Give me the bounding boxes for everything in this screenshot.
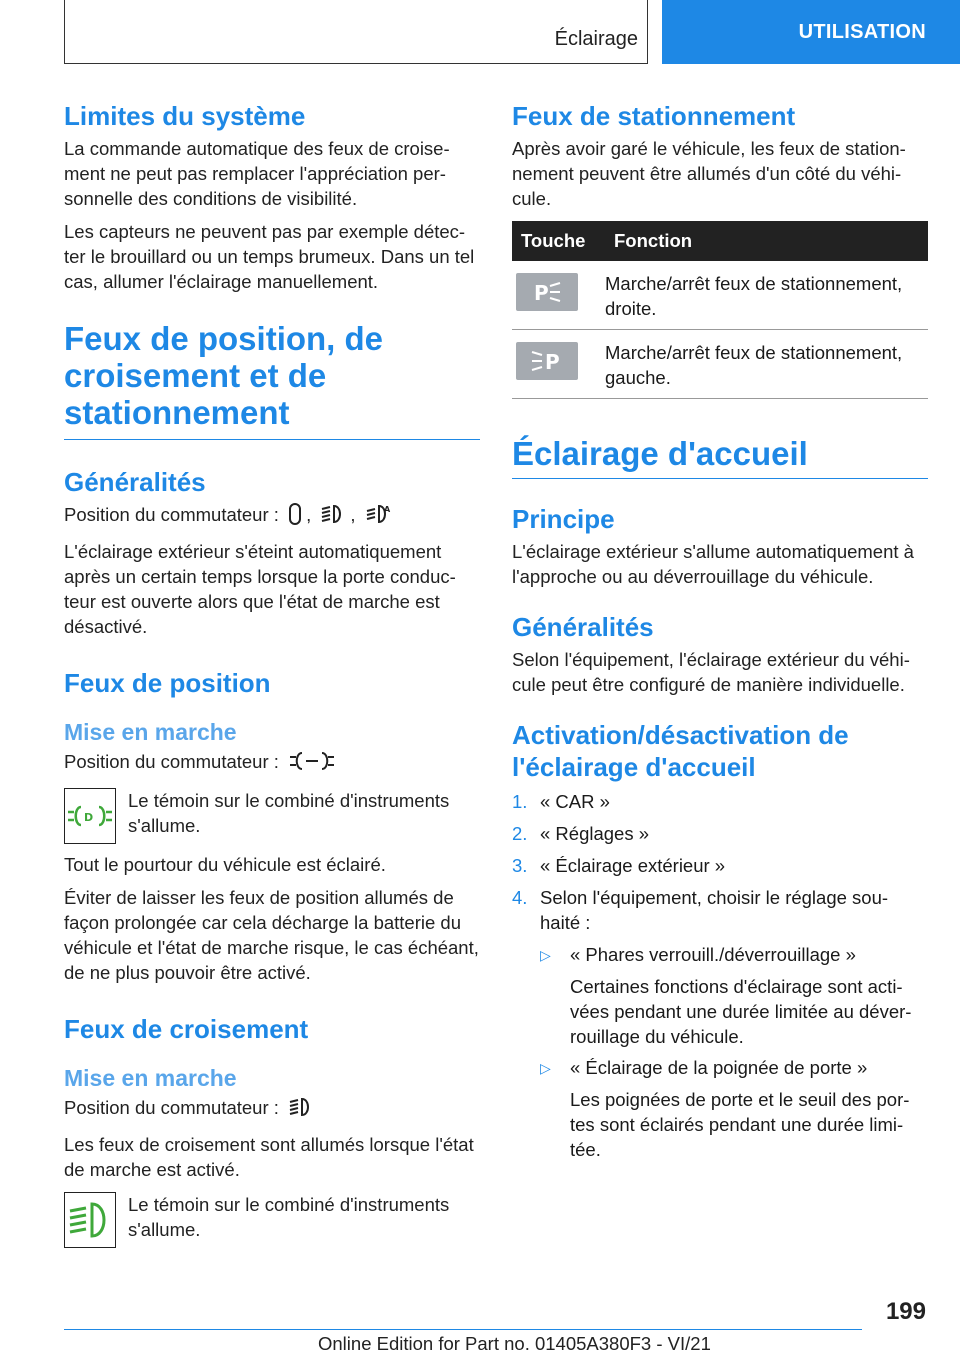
principle-heading: Principe: [512, 504, 615, 534]
page-number: 199: [885, 1298, 926, 1325]
general-switch-line: Position du commutateur : , , A: [64, 502, 480, 531]
svg-text:D: D: [84, 811, 94, 824]
sub-option-2-text: Les poignées de porte et le seuil des por-tes sont éclairés pendant une durée limi-tée.: [570, 1089, 910, 1160]
position-paragraph-2: Éviter de laisser les feux de position allumés de façon prolongée car cela décharge la batterie du véhicule et l'état de marche risque, le cas échéant, de ne plus pouvoir être activé.: [64, 887, 479, 983]
parking-paragraph: Après avoir garé le véhicule, les feux de station-nement peuvent être allumés d'un côté du véhi-cule.: [512, 138, 906, 209]
position-indicator-row: [64, 788, 480, 844]
general-paragraph: L'éclairage extérieur s'éteint automatiquement après un certain temps lorsque la porte conduc-teur est ouverte alors que l'état de marche est désactivé.: [64, 541, 456, 637]
limits-heading: Limites du système: [64, 101, 306, 131]
parking-heading: Feux de stationnement: [512, 101, 796, 131]
principle-paragraph: L'éclairage extérieur s'allume automatiquement à l'approche ou au déverrouillage du véhicule.: [512, 541, 914, 587]
table-header-function: Fonction: [605, 221, 928, 261]
switch-position-light-icon: [288, 750, 336, 778]
parking-light-right-icon: [516, 273, 578, 311]
main-heading-block: [64, 320, 480, 440]
switch-off-icon: [288, 503, 302, 531]
parking-table: [512, 221, 928, 399]
sub-option-1: [540, 942, 928, 968]
step-text: Selon l'équipement, choisir le réglage sou-haité :: [540, 887, 889, 933]
step-number: 4.: [512, 887, 528, 908]
switch-auto-light-icon: [365, 503, 391, 531]
svg-text:P: P: [534, 281, 549, 304]
step-number: 1.: [512, 791, 528, 812]
low-beam-indicator-text: Le témoin sur le combiné d'instruments s'allume.: [128, 1194, 450, 1240]
position-on-heading: Mise en marche: [64, 719, 237, 745]
switch-low-beam-icon-2: [288, 1096, 314, 1124]
low-beam-heading: Feux de croisement: [64, 1014, 309, 1044]
footer-edition: Online Edition for Part no. 01405A380F3 - VI/21: [318, 1333, 711, 1354]
low-beam-on-heading: Mise en marche: [64, 1065, 237, 1091]
main-heading: Feux de position, de croisement et de stationnement: [64, 320, 384, 431]
general-switch-label: Position du commutateur :: [64, 504, 279, 525]
svg-text:A: A: [383, 505, 390, 514]
header-section-title: Éclairage: [554, 28, 638, 50]
list-item: [512, 853, 928, 878]
welcome-general-paragraph: Selon l'équipement, l'éclairage extérieur du véhi-cule peut être configuré de manière individuelle.: [512, 649, 910, 695]
step-text: « CAR »: [540, 791, 610, 812]
welcome-heading: Éclairage d'accueil: [512, 435, 808, 472]
parking-light-left-icon: [516, 342, 578, 380]
low-beam-paragraph: Les feux de croisement sont allumés lorsque l'état de marche est activé.: [64, 1134, 474, 1180]
table-row: [512, 261, 928, 330]
table-cell-key: [512, 330, 605, 399]
low-beam-switch-label: Position du commutateur :: [64, 1097, 279, 1118]
table-header-key: Touche: [512, 221, 605, 261]
position-indicator-text: Le témoin sur le combiné d'instruments s'allume.: [128, 790, 450, 836]
table-cell-function: Marche/arrêt feux de stationnement, gauche.: [605, 330, 928, 399]
position-paragraph-1: Tout le pourtour du véhicule est éclairé.: [64, 854, 386, 875]
sub-option-2-title: « Éclairage de la poignée de porte »: [570, 1057, 868, 1078]
position-switch-label: Position du commutateur :: [64, 751, 279, 772]
table-cell-key: [512, 261, 605, 330]
welcome-general-heading: Généralités: [512, 612, 654, 642]
triangle-bullet-icon: ▷: [540, 947, 551, 963]
low-beam-indicator-row: [64, 1192, 480, 1248]
sub-option-1-title: « Phares verrouill./déverrouillage »: [570, 944, 856, 965]
step-number: 3.: [512, 855, 528, 876]
low-beam-indicator-icon: [64, 1192, 116, 1248]
list-item: [512, 885, 928, 935]
general-heading: Généralités: [64, 467, 206, 497]
step-text: « Réglages »: [540, 823, 650, 844]
position-switch-line: [64, 749, 480, 778]
triangle-bullet-icon: ▷: [540, 1060, 551, 1076]
position-heading: Feux de position: [64, 668, 271, 698]
welcome-heading-block: [512, 435, 928, 479]
limits-paragraph-2: Les capteurs ne peuvent pas par exemple détec-ter le brouillard ou un temps brumeux. Dans un tel cas, allumer l'éclairage manuellement.: [64, 221, 475, 292]
list-item: [512, 821, 928, 846]
activation-steps: [512, 789, 928, 935]
step-text: « Éclairage extérieur »: [540, 855, 726, 876]
low-beam-switch-line: [64, 1095, 480, 1124]
list-item: [512, 789, 928, 814]
switch-low-beam-icon: [320, 503, 346, 531]
header-tab-label: UTILISATION: [798, 20, 926, 43]
left-column: [64, 100, 480, 1248]
footer-rule: [64, 1329, 862, 1330]
limits-paragraph-1: La commande automatique des feux de croise-ment ne peut pas remplacer l'appréciation per-sonnelle des conditions de visibilité.: [64, 138, 450, 209]
right-column: [512, 100, 928, 1162]
header-tab: [662, 0, 960, 64]
sub-option-1-text: Certaines fonctions d'éclairage sont acti-vées pendant une durée limitée au déver-rouillage du véhicule.: [570, 976, 912, 1047]
svg-text:P: P: [545, 350, 560, 373]
position-indicator-icon: [64, 788, 116, 844]
sub-option-2: [540, 1055, 928, 1081]
table-row: [512, 330, 928, 399]
table-cell-function: Marche/arrêt feux de stationnement, droite.: [605, 261, 928, 330]
activation-heading: Activation/désactivation de l'éclairage d'accueil: [512, 720, 849, 782]
step-number: 2.: [512, 823, 528, 844]
